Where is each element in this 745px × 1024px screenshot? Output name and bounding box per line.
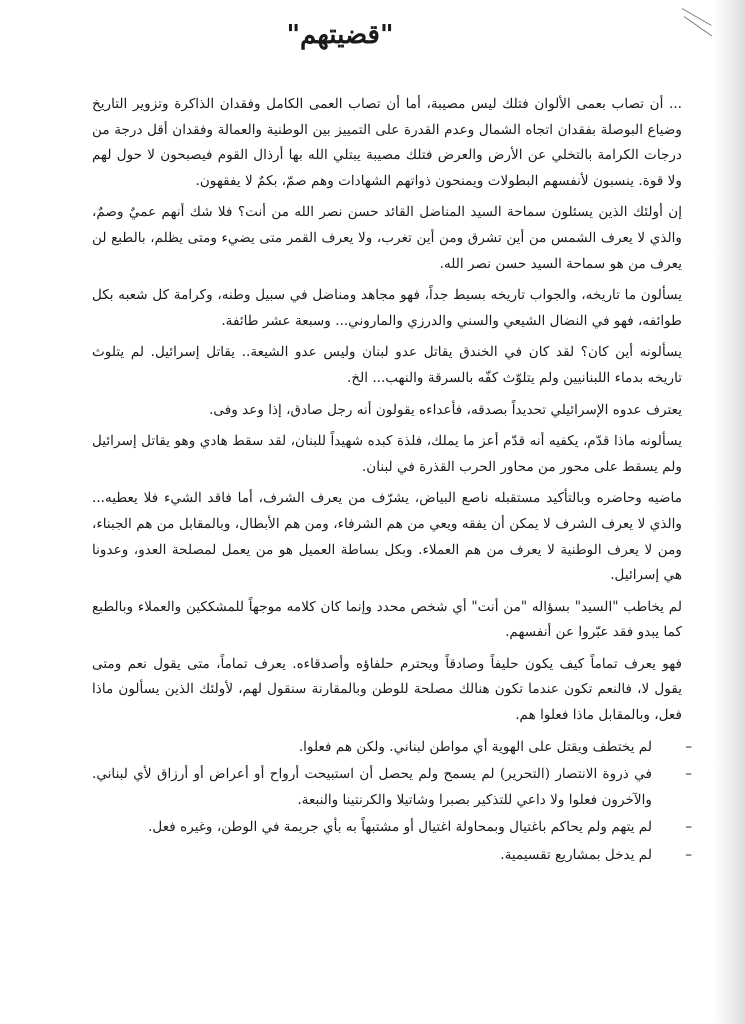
list-item (92, 815, 692, 841)
paragraph: ... أن تصاب بعمى الألوان فتلك ليس مصيبة، أما أن تصاب العمى الكامل وفقدان الذاكرة وتزوير التاريخ وضياع البوصلة بفقدان اتجاه الشمال وعدم القدرة على التمييز بين الوطنية والعمالة وفقدان أقل درجة من درجات الكرامة بالتخلي عن الأرض والعرض فتلك مصيبة يبتلي الله بها أرذال القوم فيصبحون لا حول لهم ولا قوة. ينسبون لأنفسهم البطولات ويمنحون ذواتهم الشهادات وهم صمّ، بكمٌ لا يفقهون. (92, 96, 682, 189)
dash-list (92, 735, 692, 869)
paragraph: لم يخاطب "السيد" بسؤاله "من أنت" أي شخص محدد وإنما كان كلامه موجهاً للمشككين والعملاء وبالطبع كما يبدو فقد عبّروا عن أنفسهم. (92, 598, 682, 641)
paragraph: إن أولئك الذين يسئلون سماحة السيد المناضل القائد حسن نصر الله من أنت؟ فلا شك أنهم عميٌ وصمٌ، والذي لا يعرف الشمس من أين تشرق ومن أين تغرب، ولا يعرف القمر متى يضيء ومتى يظلم، بالطبع لن يعرف من هو سماحة السيد حسن نصر الله. (92, 204, 682, 272)
list-dash: – (685, 819, 692, 836)
list-dash: – (685, 847, 692, 864)
list-item (92, 735, 692, 761)
list-dash: – (685, 766, 692, 783)
document-body (92, 92, 692, 871)
list-item (92, 762, 692, 813)
paragraph: ماضيه وحاضره وبالتأكيد مستقبله ناصع البياض، يشرّف من يعرف الشرف، أما فاقد الشيء فلا يعطيه... والذي لا يعرف الشرف لا يمكن أن يفقه ويعي من هم الشرفاء، ومن هم الأبطال، وبالمقابل من هم الجبناء، ومن لا يعرف الوطنية لا يعرف من هم العملاء. وبكل بساطة العميل هو من يعمل لمصلحة العدو، وعدونا هي إسرائيل. (92, 490, 682, 584)
list-item-text: لم يختطف ويقتل على الهوية أي مواطن لبناني. ولكن هم فعلوا. (298, 738, 652, 755)
document-title: "قضيتهم" (286, 20, 394, 50)
page-edge-shadow (713, 0, 745, 1024)
list-item (92, 843, 692, 869)
paragraph: يسألونه ماذا قدّم، يكفيه أنه قدّم أعز ما يملك، فلذة كبده شهيداً للبنان، لقد سقط هادي وهو يقاتل إسرائيل ولم يسقط على محور من محاور الحرب القذرة في لبنان. (92, 433, 682, 475)
list-dash: – (685, 738, 692, 755)
list-item-text: لم يتهم ولم يحاكم باغتيال وبمحاولة اغتيال أو مشتبهاً به بأي جريمة في الوطن، وغيره فعل. (148, 819, 652, 836)
paragraph: يعترف عدوه الإسرائيلي تحديداً بصدقه، فأعداءه يقولون أنه رجل صادق، إذا وعد وفى. (209, 401, 682, 418)
pen-mark (684, 16, 712, 36)
paragraph: فهو يعرف تماماً كيف يكون حليفاً وصادقاً ويحترم حلفاؤه وأصدقاءه. يعرف تماماً، متى يقول نعم ومتى يقول لا، فالنعم تكون عندما تكون هنالك مصلحة للوطن وبالمقارنة سنقول لهم، لأولئك الذين يسألون ماذا فعل، وبالمقابل ماذا فعلوا هم. (92, 655, 682, 724)
paragraph: يسألون ما تاريخه، والجواب تاريخه بسيط جداً، فهو مجاهد ومناضل في سبيل وطنه، وكرامة كل شعبه بكل طوائفه، فهو في النضال الشيعي والسني والدرزي والماروني... وسبعة عشر طائفة. (92, 287, 682, 329)
list-item-text: لم يدخل بمشاريع تقسيمية. (500, 847, 652, 864)
paragraph: يسألونه أين كان؟ لقد كان في الخندق يقاتل عدو لبنان وليس عدو الشيعة.. يقاتل إسرائيل. لم يتلوث تاريخه بدماء اللبنانيين ولم يتلوّث كفّه بالسرقة والنهب... الخ. (92, 344, 682, 386)
list-item-text: في ذروة الانتصار (التحرير) لم يسمح ولم يحصل أن استبيحت أرواح أو أعراض أو أرزاق لأي لبناني. والآخرون فعلوا ولا داعي للتذكير بصبرا وشاتيلا والكرنتينا والنبعة. (92, 766, 652, 808)
